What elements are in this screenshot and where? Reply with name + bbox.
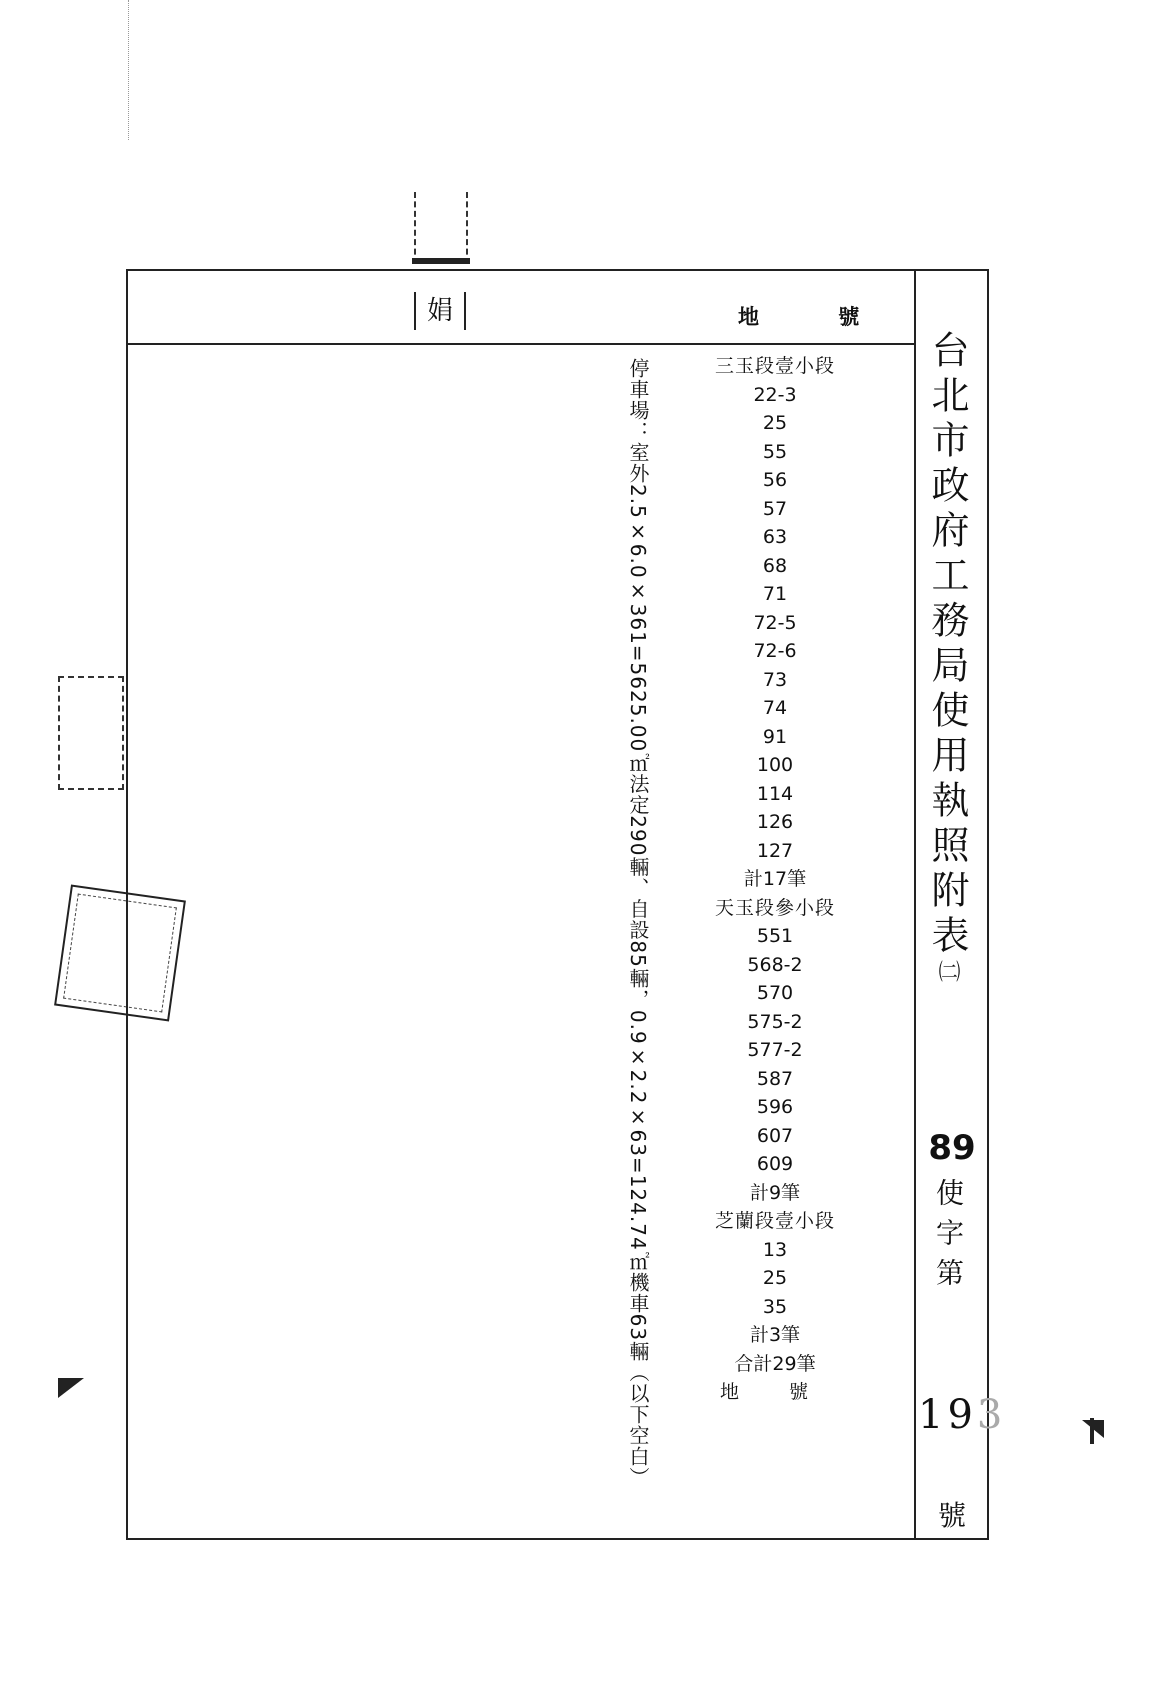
margin-stamp-upper: [58, 676, 124, 790]
land-number: 114: [756, 782, 794, 805]
land-number: 56: [762, 469, 788, 491]
land-number: 127: [756, 839, 794, 862]
land-number: 91: [762, 725, 788, 748]
document-title-suffix: ㈡: [935, 960, 960, 989]
land-number: 607: [756, 1124, 794, 1147]
column-header-land-number: 地 號: [738, 305, 896, 329]
permit-prefix: 使字第: [932, 1178, 965, 1298]
land-number: 25: [762, 1267, 788, 1289]
permit-number-visible: 19: [918, 1392, 977, 1438]
land-number: 596: [756, 1096, 794, 1118]
land-number: 73: [762, 668, 788, 691]
permit-number-faded: 3: [976, 1392, 1007, 1438]
document-title-main: 台北市政府工務局使用執照附表: [925, 330, 969, 960]
land-number: 72-6: [753, 640, 797, 662]
title-column-divider: [914, 271, 916, 1538]
section-heading: 芝蘭段壹小段: [714, 1210, 835, 1232]
header-rule: [128, 343, 914, 345]
permit-suffix: 號: [938, 1499, 967, 1532]
seal-stamp-top: [414, 192, 468, 264]
section-heading: 三玉段壹小段: [714, 355, 835, 377]
lot-count: 合計29筆: [734, 1352, 816, 1375]
lot-count: 計3筆: [749, 1324, 801, 1346]
land-number: 72-5: [753, 611, 797, 634]
land-number-footer: 地 號: [719, 1381, 831, 1403]
land-number: 35: [762, 1295, 788, 1318]
land-number: 22-3: [753, 383, 797, 406]
land-number: 63: [762, 526, 788, 548]
land-number: 57: [762, 497, 788, 520]
land-number-list: [695, 352, 855, 1407]
section-heading: 天玉段參小段: [714, 896, 835, 919]
land-number: 126: [756, 811, 794, 833]
permit-year: 89: [928, 1128, 976, 1168]
lot-count: 計17筆: [743, 868, 807, 890]
land-number: 71: [762, 583, 788, 605]
land-number: 568-2: [747, 953, 803, 976]
corner-mark-left: [58, 1378, 84, 1398]
scan-edge: [128, 0, 129, 140]
land-number: 575-2: [747, 1010, 803, 1033]
land-number: 551: [756, 925, 794, 947]
land-number: 55: [762, 440, 788, 463]
lot-count: 計9筆: [749, 1181, 801, 1204]
land-number: 570: [756, 982, 794, 1004]
land-number: 13: [762, 1238, 788, 1261]
land-number: 68: [762, 554, 788, 577]
land-number: 587: [756, 1067, 794, 1090]
parking-note: 停車場：室外2.5×6.0×361=5625.00㎡法定290輛、自設85輛，0.9×2.2×63=124.74㎡機車63輛（以下空白）: [626, 358, 650, 1489]
land-number: 74: [762, 697, 788, 719]
document-title: [925, 330, 969, 989]
land-number: 25: [762, 412, 788, 434]
corner-mark-right-stem: [1090, 1418, 1094, 1444]
land-number: 577-2: [747, 1039, 803, 1061]
form-frame: [126, 269, 989, 1540]
land-number: 609: [756, 1153, 794, 1175]
seal-character: 娟: [414, 292, 466, 330]
land-number: 100: [756, 754, 794, 776]
permit-number: [918, 1392, 1007, 1438]
